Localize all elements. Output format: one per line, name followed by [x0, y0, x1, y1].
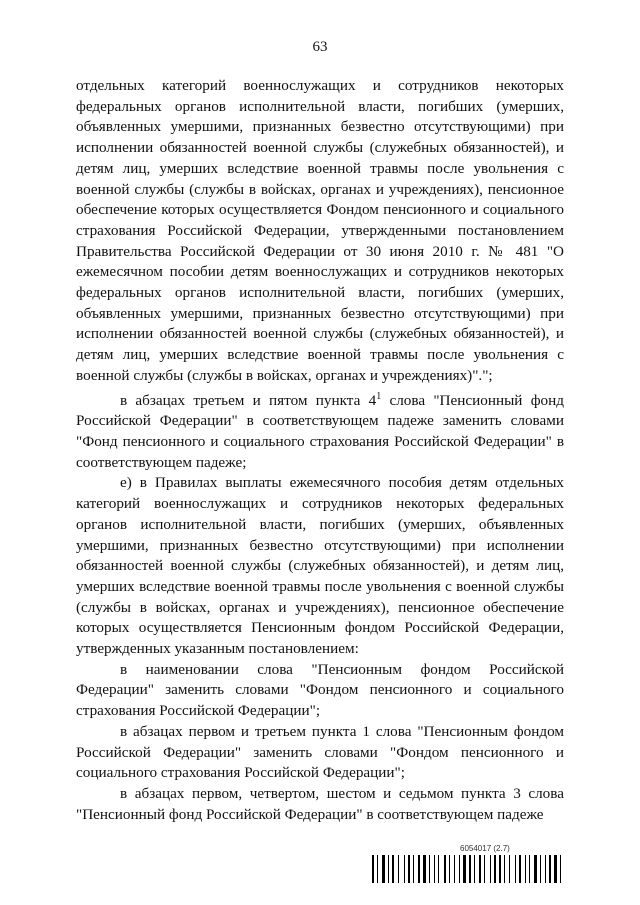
paragraph: [76, 387, 564, 474]
superscript: 1: [376, 390, 382, 402]
page-number: 63: [312, 39, 328, 55]
paragraph-text: слова "Пенсионный фонд Российской Федерации" в соответствующем падеже заменить словами "Фонд пенсионного и социального страхования Российской Федерации" в соответствующем падеже;: [76, 391, 564, 471]
document-body: [76, 76, 564, 825]
paragraph: в наименовании слова "Пенсионным фондом Российской Федерации" заменить словами "Фондом пенсионного и социального страхования Российской Федерации";: [76, 660, 564, 720]
paragraph: в абзацах первом и третьем пункта 1 слова "Пенсионным фондом Российской Федерации" заменить словами "Фондом пенсионного и социального страхования Российской Федерации";: [76, 722, 564, 782]
document-code: 6054017 (2.7): [460, 844, 510, 853]
paragraph: е) в Правилах выплаты ежемесячного пособия детям отдельных категорий военнослужащих и сотрудников некоторых федеральных органов исполнительной власти, погибших (умерших, объявленных умершими, признанных безвестно отсутствующими) при исполнении обязанностей военной службы (служебных обязанностей), и детям лиц, умерших вследствие военной травмы после увольнения с военной службы (службы в войсках, органах и учреждениях), пенсионное обеспечение которых осуществляется Пенсионным фондом Российской Федерации, утвержденных указанным постановлением:: [76, 474, 564, 658]
paragraph: отдельных категорий военнослужащих и сотрудников некоторых федеральных органов исполнительной власти, погибших (умерших, объявленных умершими, признанных безвестно отсутствующими) при исполнении обязанностей военной службы (служебных обязанностей), и детям лиц, умерших вследствие военной травмы после увольнения с военной службы (службы в войсках, органах и учреждениях), пенсионное обеспечение которых осуществляется Фондом пенсионного и социального страхования Российской Федерации, утвержденными постановлением Правительства Российской Федерации от 30 июня 2010 г. № 481 "О ежемесячном пособии детям военнослужащих и сотрудников некоторых федеральных органов исполнительной власти, погибших (умерших, объявленных умершими, признанных безвестно отсутствующими) при исполнении обязанностей военной службы (служебных обязанностей), и детям лиц, умерших вследствие военной травмы после увольнения с военной службы (службы в войсках, органах и учреждениях)".";: [76, 77, 564, 384]
paragraph: в абзацах первом, четвертом, шестом и седьмом пункта 3 слова "Пенсионный фонд Российской Федерации" в соответствующем падеже: [76, 784, 564, 823]
barcode-icon: [372, 855, 568, 883]
paragraph-text: в абзацах третьем и пятом пункта 4: [120, 391, 377, 409]
